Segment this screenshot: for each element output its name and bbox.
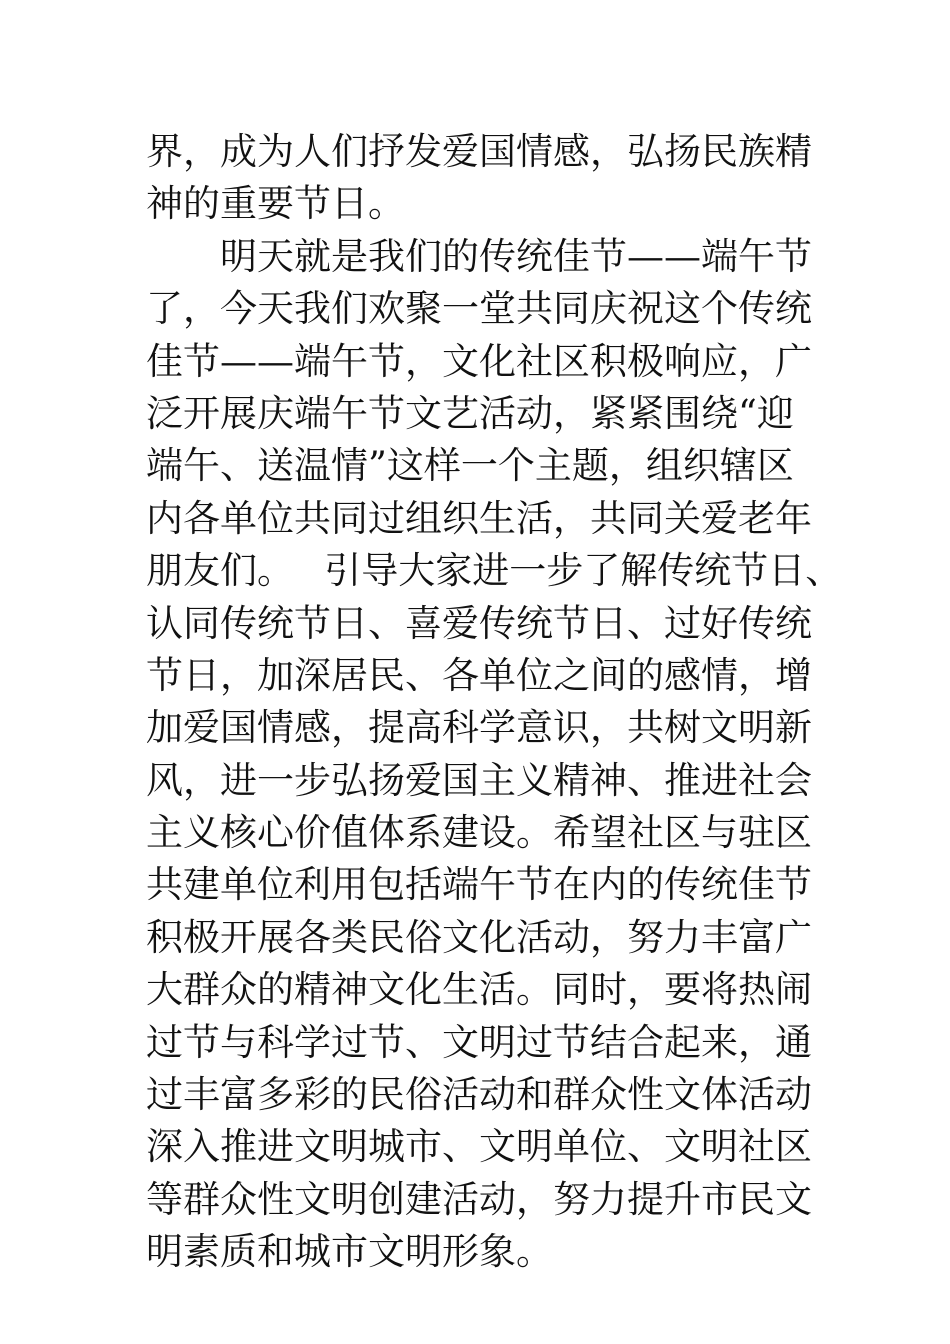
text-line: 明天就是我们的传统佳节——端午节 [146, 234, 812, 278]
text-line: 加爱国情感，提高科学意识，共树文明新 [146, 706, 812, 750]
text-line: 明素质和城市文明形象。 [146, 1230, 553, 1274]
text-line: 共建单位利用包括端午节在内的传统佳节 [146, 863, 812, 907]
text-line: 风，进一步弘扬爱国主义精神、推进社会 [146, 758, 812, 802]
text-line: 主义核心价值体系建设。希望社区与驻区 [146, 811, 812, 855]
text-line: 过节与科学过节、文明过节结合起来，通 [146, 1020, 812, 1064]
text-line: 大群众的精神文化生活。同时，要将热闹 [146, 968, 812, 1012]
text-line: 过丰富多彩的民俗活动和群众性文体活动 [146, 1073, 812, 1117]
text-line: 界，成为人们抒发爱国情感，弘扬民族精 [146, 130, 812, 173]
body-text [146, 126, 866, 1279]
text-line: 内各单位共同过组织生活，共同关爱老年 [146, 496, 812, 540]
text-line: 认同传统节日、喜爱传统节日、过好传统 [146, 601, 812, 645]
text-line: 佳节——端午节，文化社区积极响应，广 [146, 339, 812, 383]
text-line: 节日，加深居民、各单位之间的感情，增 [146, 653, 812, 697]
text-line: 了，今天我们欢聚一堂共同庆祝这个传统 [146, 287, 812, 331]
text-line: 泛开展庆端午节文艺活动，紧紧围绕“迎 [146, 391, 794, 435]
text-line: 朋友们。 引导大家进一步了解传统节日、 [146, 549, 843, 593]
text-line: 神的重要节日。 [146, 182, 405, 226]
text-line: 积极开展各类民俗文化活动，努力丰富广 [146, 915, 812, 959]
text-line: 深入推进文明城市、文明单位、文明社区 [146, 1125, 812, 1169]
text-line: 等群众性文明创建活动，努力提升市民文 [146, 1177, 812, 1221]
text-line: 端午、送温情”这样一个主题，组织辖区 [146, 444, 794, 488]
